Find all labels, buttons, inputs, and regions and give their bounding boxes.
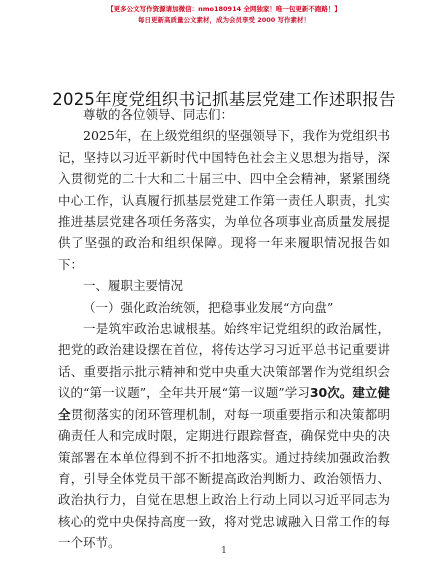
body-text-part-2: 贯彻落实的闭环管理机制，对每一项重要指示和决策都明确责任人和完成时限，定期进行跟踪督查，确保党中央的决策部署在本单位得到不折不扣地落实。通过持续加强政治教育，引导全体党员干部不断提高政治判断力、政治领悟力、政治执行力，自觉在思想上政治上行动上同以习近平同志为核心的党中央保持高度一致，将对党忠诚融入日常工作的每一个环节。 bbox=[58, 406, 390, 551]
body-text-bold: 30次。建立健全 bbox=[58, 385, 390, 422]
intro-paragraph: 2025年，在上级党组织的坚强领导下，我作为党组织书记，坚持以习近平新时代中国特色社会主义思想为指导，深入贯彻党的二十大和二十届三中、四中全会精神，紧紧围绕中心工作，认真履行抓基层党建工作第一责任人职责，扎实推进基层党建各项任务落实，为单位各项事业高质量发展提供了坚强的政治和组织保障。现将一年来履职情况报告如下： bbox=[58, 128, 390, 272]
salutation: 尊敬的各位领导、同志们： bbox=[83, 107, 234, 122]
promo-banner-line-1: 【更多公文写作资源请加微信：nmo180914 全网独家！唯一包更新不跑路！】 bbox=[107, 5, 341, 13]
document-title: 2025年度党组织书记抓基层党建工作述职报告 bbox=[52, 90, 396, 109]
body-text-part-1: 一是筑牢政治忠诚根基。始终牢记党组织的政治属性，把党的政治建设摆在首位，将传达学习习近平总书记重要讲话、重要指示批示精神和党中央重大决策部署作为党组织会议的“第一议题”，全年共开展“第一议题”学习 bbox=[58, 321, 390, 401]
section-heading: 一、履职主要情况 bbox=[83, 278, 184, 294]
subsection-heading: （一）强化政治统领，把稳事业发展“方向盘” bbox=[83, 299, 334, 315]
body-paragraph bbox=[58, 318, 390, 553]
promo-banner bbox=[0, 4, 448, 26]
page-number: 1 bbox=[221, 546, 227, 556]
document-body bbox=[58, 104, 390, 554]
promo-banner-line-2: 每日更新高质量公文素材，成为会员享受 2000 写作素材！ bbox=[137, 16, 311, 24]
